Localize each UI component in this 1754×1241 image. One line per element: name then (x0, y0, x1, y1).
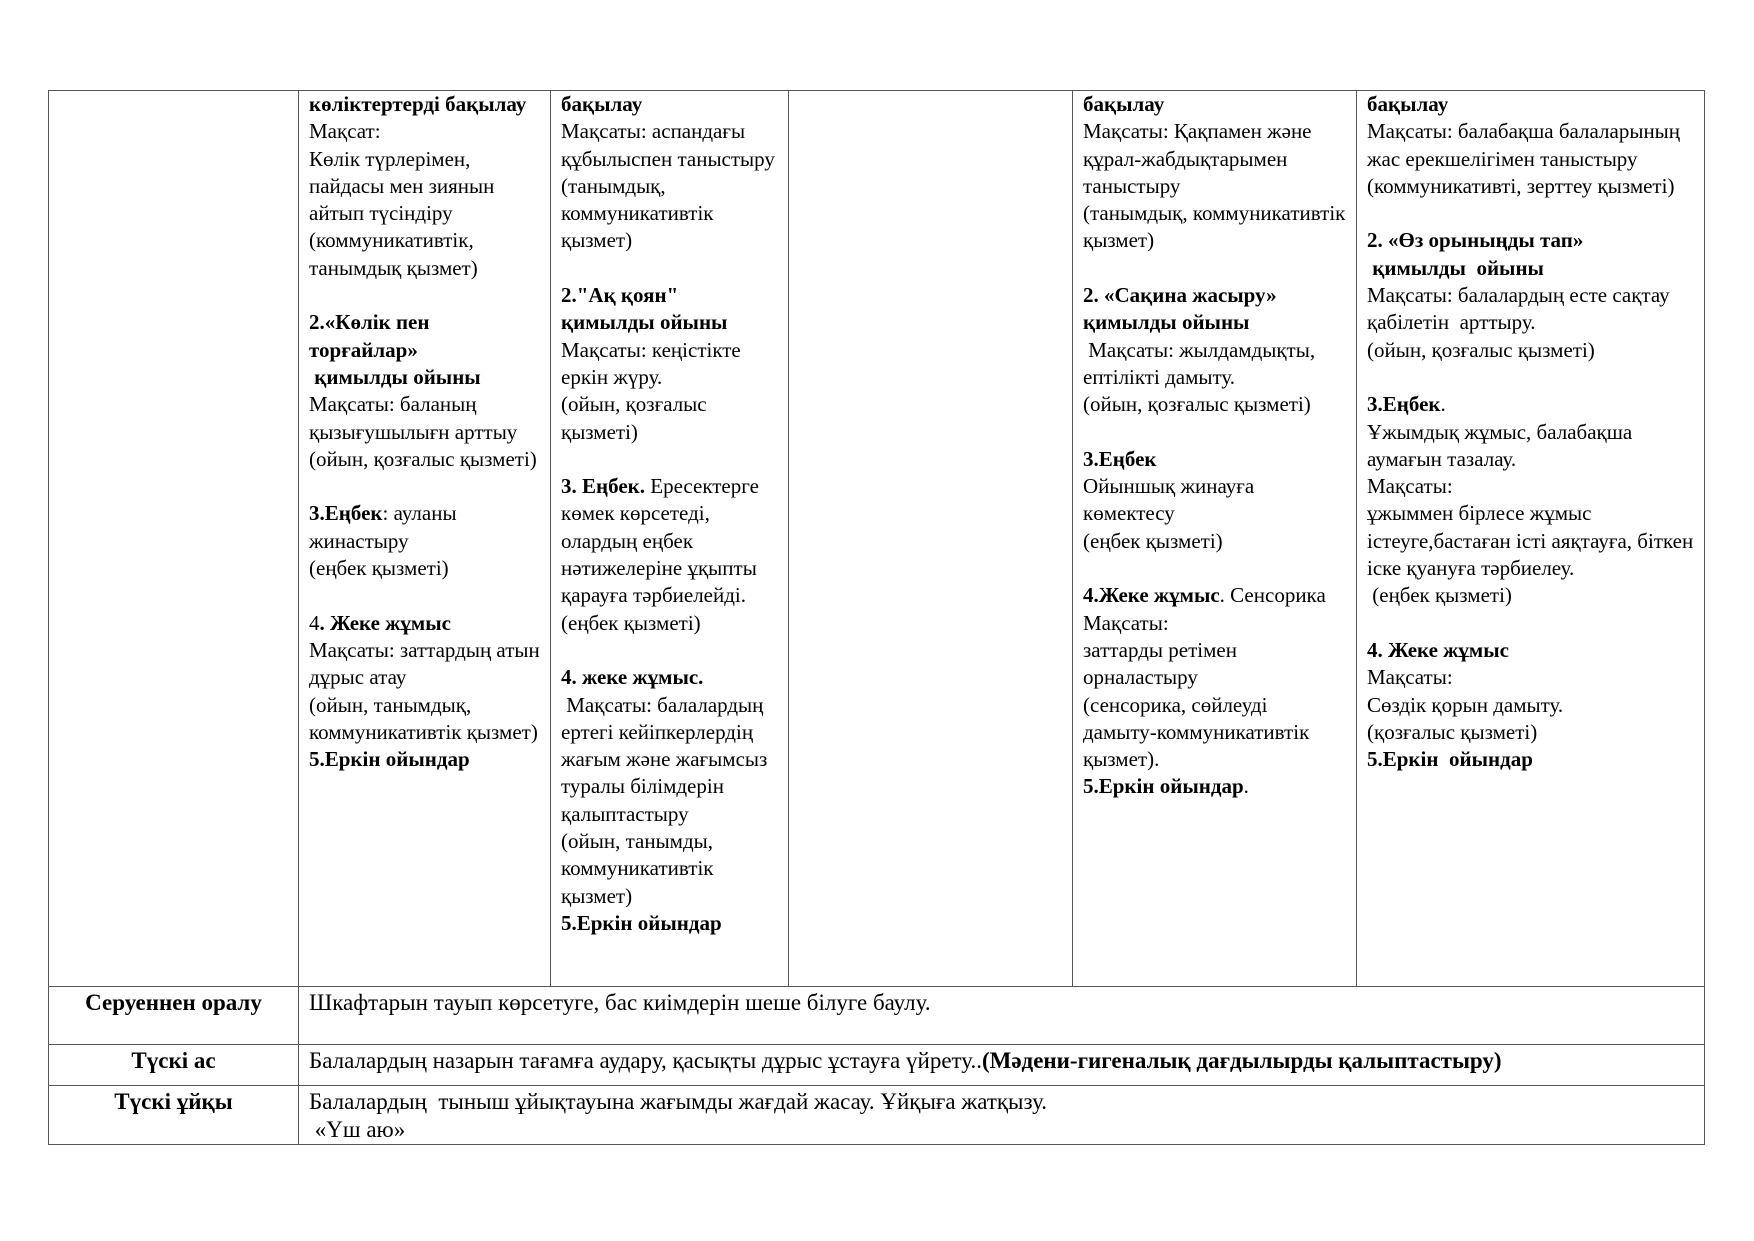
bold-text: 4. жеке жұмыс. (561, 665, 704, 690)
bold-text: 2. «Сақина жасыру» қимылды ойыны (1083, 283, 1277, 335)
bold-text: 5.Еркін ойындар (309, 747, 470, 772)
return-text: Шкафтарын тауып көрсетуге, бас киімдерін шеше білуге баулу. (299, 987, 1705, 1045)
row-label-empty (49, 91, 299, 987)
bold-text: 2."Ақ қоян" қимылды ойыны (561, 283, 728, 335)
return-row (49, 987, 1705, 1045)
bold-text: 3. Еңбек. (561, 474, 645, 499)
activity-cell-2 (551, 91, 789, 987)
activity-cell-4 (1073, 91, 1357, 987)
bold-text: 5.Еркін ойындар (1083, 774, 1244, 799)
activity-text-5: бақылау Мақсаты: балабақша балаларының жас ерекшелігімен таныстыру (коммуникативті, зерттеу қызметі) 2. «Өз орыныңды тап» қимылды ойыны Мақсаты: балалардың есте сақтау қабілетін арттыру. (ойын, қозғалыс қызметі) 3.Еңбек. Ұжымдық жұмыс, балабақша аумағын тазалау. Мақсаты: ұжыммен бірлесе жұмыс істеуге,бастаған істі аяқтауға, біткен іске қуануға тәрбиелеу. (еңбек қызметі) 4. Жеке жұмыс Мақсаты: Сөздік қорын дамыту. (қозғалыс қызметі) 5.Еркін ойындар (1367, 92, 1694, 772)
document-page (48, 90, 1704, 1145)
bold-text: бақылау (1367, 92, 1449, 116)
bold-text: 4.Жеке жұмыс (1083, 583, 1220, 608)
return-label: Серуеннен оралу (49, 987, 299, 1045)
bold-text: 3.Еңбек (1083, 446, 1157, 471)
nap-text: Балалардың тыныш ұйықтауына жағымды жағдай жасау. Ұйқыға жатқызу. «Үш аю» (299, 1086, 1705, 1145)
activity-row (49, 91, 1705, 987)
bold-text: 4. Жеке жұмыс (1367, 637, 1509, 662)
activity-cell-3 (789, 91, 1073, 987)
nap-label: Түскі ұйқы (49, 1086, 299, 1145)
bold-text: 2. «Өз орыныңды тап» қимылды ойыны (1367, 228, 1584, 280)
activity-text-2: бақылау Мақсаты: аспандағы құбылыспен таныстыру (танымдық, коммуникативтік қызмет) 2."Ақ қоян" қимылды ойыны Мақсаты: кеңістікте еркін жүру. (ойын, қозғалыс қызметі) 3. Еңбек. Ересектерге көмек көрсетеді, олардың еңбек нәтижелеріне ұқыпты қарауға тәрбиелейді. (еңбек қызметі) 4. жеке жұмыс. Мақсаты: балалардың ертегі кейіпкерлердің жағым және жағымсыз туралы білімдерін қалыптастыру (ойын, танымды, коммуникативтік қызмет) 5.Еркін ойындар (561, 92, 775, 935)
bold-text: 3.Еңбек (309, 501, 383, 526)
lunch-text-bold: (Мәдени-гигеналық дағдылырды қалыптастыру) (981, 1048, 1502, 1073)
bold-text: көліктертерді бақылау (309, 92, 527, 116)
bold-text: бақылау (1083, 92, 1165, 116)
bold-text: . Жеке жұмыс (319, 610, 451, 635)
lunch-row (49, 1045, 1705, 1086)
nap-row (49, 1086, 1705, 1145)
bold-text: 3.Еңбек (1367, 392, 1441, 417)
bold-text: 5.Еркін ойындар (1367, 747, 1533, 772)
bold-text: 5.Еркін ойындар (561, 910, 722, 935)
lunch-label: Түскі ас (49, 1045, 299, 1086)
activity-text-1: көліктертерді бақылау Мақсат: Көлік түрлерімен, пайдасы мен зиянын айтып түсіндіру (коммуникативтік, танымдық қызмет) 2.«Көлік пен торғайлар» қимылды ойыны Мақсаты: баланың қызығушылығн арттыу (ойын, қозғалыс қызметі) 3.Еңбек: ауланы жинастыру (еңбек қызметі) 4. Жеке жұмыс Мақсаты: заттардың атын дұрыс атау (ойын, танымдық, коммуникативтік қызмет) 5.Еркін ойындар (309, 92, 540, 772)
activity-text-4: бақылау Мақсаты: Қақпамен және құрал-жабдықтарымен таныстыру (танымдық, коммуникативтік қызмет) 2. «Сақина жасыру» қимылды ойыны Мақсаты: жылдамдықты, ептілікті дамыту. (ойын, қозғалыс қызметі) 3.Еңбек Ойыншық жинауға көмектесу (еңбек қызметі) 4.Жеке жұмыс. Сенсорика Мақсаты: заттарды ретімен орналастыру (сенсорика, сөйлеуді дамыту-коммуникативтік қызмет). 5.Еркін ойындар. (1083, 92, 1346, 799)
bold-text: бақылау (561, 92, 643, 116)
lunch-text: Балалардың назарын тағамға аудару, қасықты дұрыс ұстауға үйрету.. (309, 1048, 982, 1073)
schedule-table (48, 90, 1705, 1145)
activity-cell-1 (299, 91, 551, 987)
bold-text: 2.«Көлік пен торғайлар» қимылды ойыны (309, 310, 481, 389)
lunch-cell (299, 1045, 1705, 1086)
activity-cell-5 (1357, 91, 1705, 987)
